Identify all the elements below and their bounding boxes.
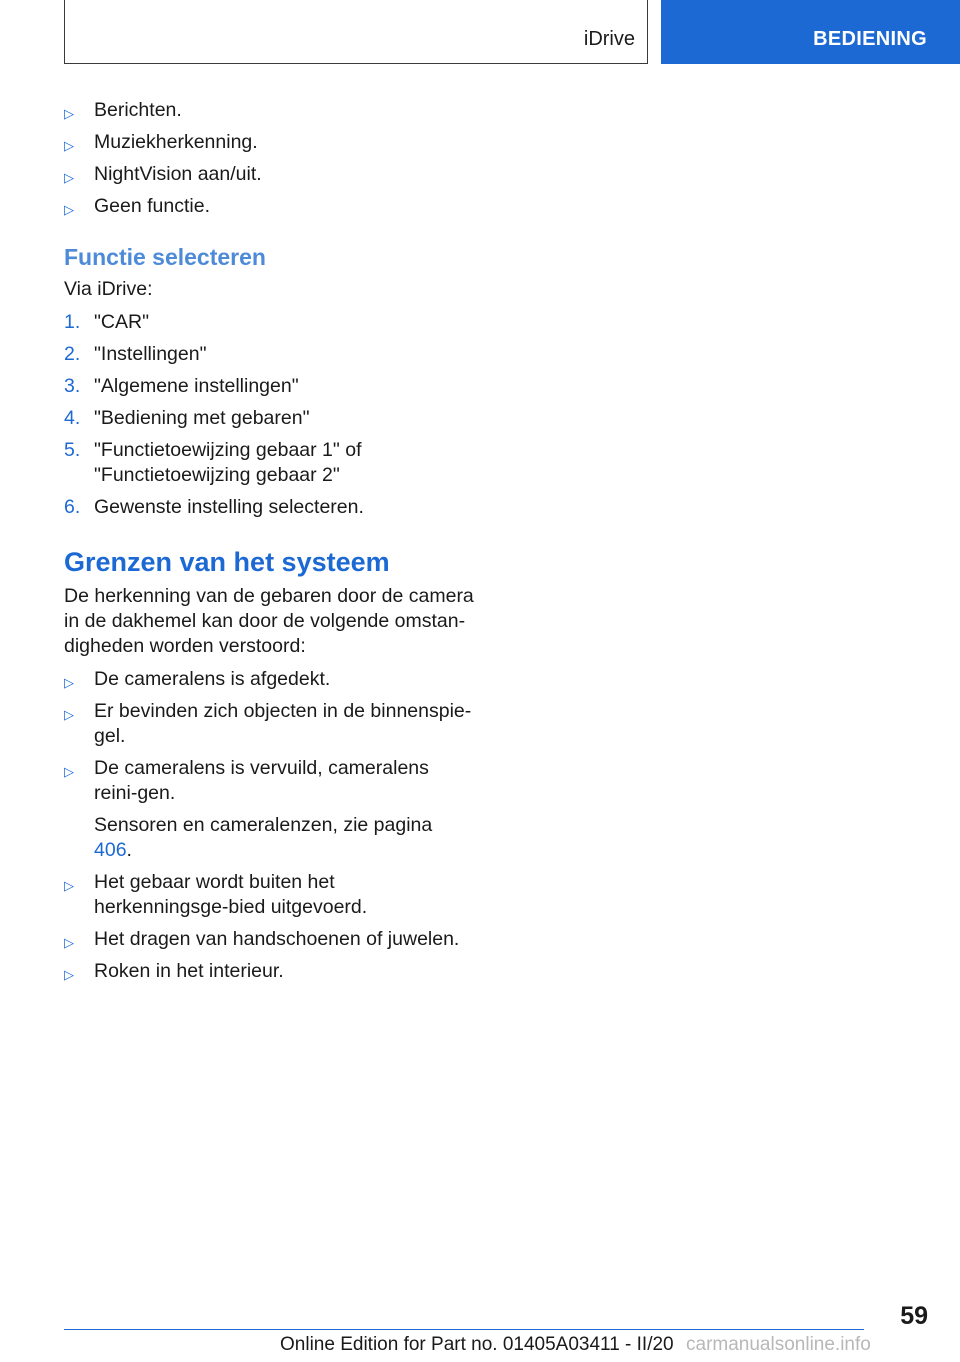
triangle-bullet-icon: ▷	[64, 106, 74, 121]
section-heading: Grenzen van het systeem	[64, 547, 390, 577]
list-item: ▷ De cameralens is vervuild, cameralens reini-gen.	[64, 757, 429, 804]
list-item: ▷ Muziekherkenning.	[64, 130, 474, 155]
step-item: 1. "CAR"	[64, 311, 150, 333]
watermark: carmanualsonline.info	[686, 1334, 871, 1355]
list-item: ▷ Berichten.	[64, 98, 474, 123]
list-item: ▷ Het dragen van handschoenen of juwelen.	[64, 927, 474, 952]
page-content	[64, 98, 474, 991]
list-item: ▷ Het gebaar wordt buiten het herkenningsge-bied uitgevoerd.	[64, 871, 368, 918]
triangle-bullet-icon: ▷	[64, 138, 74, 153]
intro-text: Via iDrive:	[64, 278, 153, 300]
step-number: 2.	[64, 343, 81, 365]
step-item: 3. "Algemene instellingen"	[64, 375, 299, 397]
edition-text: Online Edition for Part no. 01405A03411 - II/20	[280, 1334, 674, 1355]
cross-reference-note: Sensoren en cameralenzen, zie pagina 406.	[94, 814, 433, 861]
list-item: ▷ De cameralens is afgedekt.	[64, 667, 474, 692]
triangle-bullet-icon: ▷	[64, 764, 74, 779]
triangle-bullet-icon: ▷	[64, 935, 74, 950]
triangle-bullet-icon: ▷	[64, 878, 74, 893]
footer-divider	[64, 1329, 864, 1330]
triangle-bullet-icon: ▷	[64, 170, 74, 185]
step-number: 1.	[64, 311, 81, 333]
page-link[interactable]: 406	[94, 839, 127, 861]
step-item: 5. "Functietoewijzing gebaar 1" of "Functietoewijzing gebaar 2"	[64, 439, 362, 486]
step-item: 6. Gewenste instelling selecteren.	[64, 496, 364, 518]
page-number: 59	[900, 1302, 928, 1330]
header-section-box	[64, 0, 648, 64]
chapter-tab	[661, 0, 960, 64]
triangle-bullet-icon: ▷	[64, 202, 74, 217]
step-number: 3.	[64, 375, 81, 397]
step-number: 5.	[64, 439, 81, 461]
list-item: ▷ NightVision aan/uit.	[64, 162, 474, 187]
triangle-bullet-icon: ▷	[64, 675, 74, 690]
list-item: ▷ Er bevinden zich objecten in de binnenspie-gel.	[64, 700, 472, 747]
triangle-bullet-icon: ▷	[64, 967, 74, 982]
subsection-heading: Functie selecteren	[64, 244, 266, 270]
step-number: 4.	[64, 407, 81, 429]
triangle-bullet-icon: ▷	[64, 707, 74, 722]
step-item: 2. "Instellingen"	[64, 343, 207, 365]
intro-text: De herkenning van de gebaren door de camera in de dakhemel kan door de volgende omstan-digheden worden verstoord:	[64, 585, 474, 657]
step-item: 4. "Bediening met gebaren"	[64, 407, 310, 429]
section-title: iDrive	[583, 28, 635, 50]
step-number: 6.	[64, 496, 81, 518]
list-item: ▷ Roken in het interieur.	[64, 959, 474, 984]
chapter-title: BEDIENING	[813, 28, 927, 50]
list-item: ▷ Geen functie.	[64, 194, 474, 219]
